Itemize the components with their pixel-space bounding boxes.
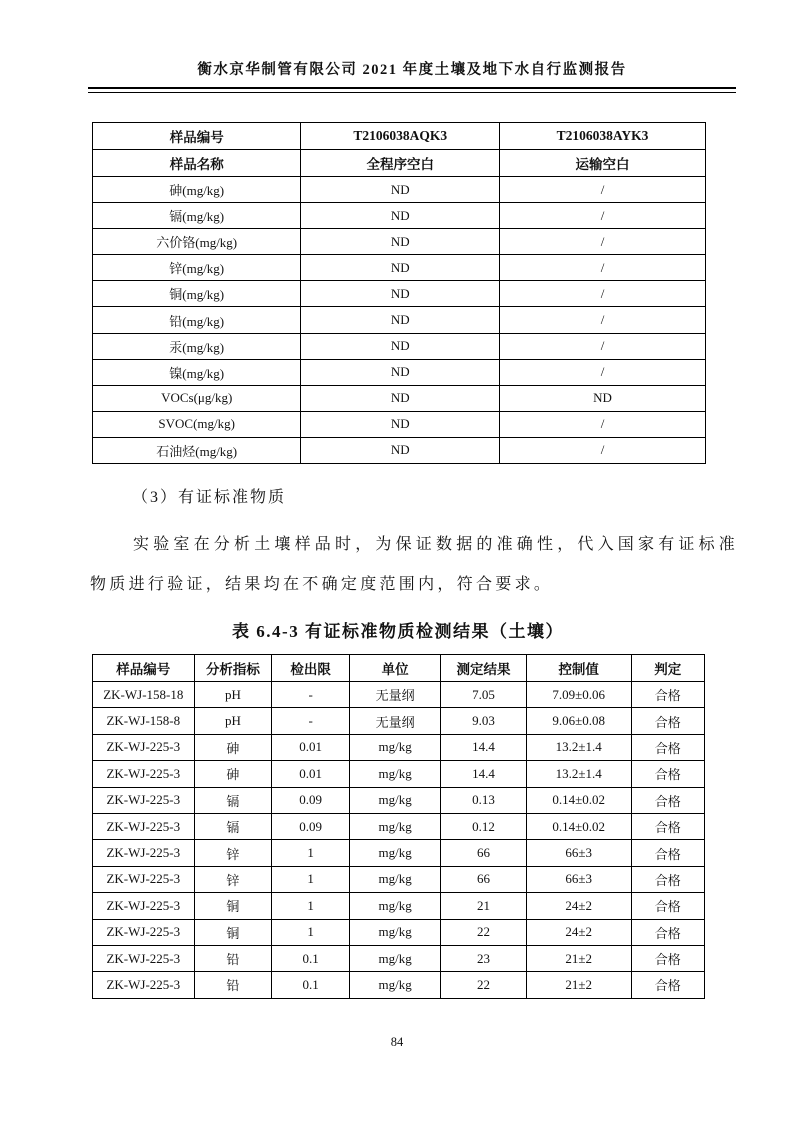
blank-sample-table-header bbox=[93, 123, 706, 177]
table-cell: 锌(mg/kg) bbox=[93, 255, 301, 281]
table-cell: ZK-WJ-225-3 bbox=[93, 919, 195, 945]
table-cell: ZK-WJ-225-3 bbox=[93, 761, 195, 787]
table-row bbox=[93, 307, 706, 333]
table-cell: 66±3 bbox=[526, 866, 631, 892]
table-cell: ZK-WJ-225-3 bbox=[93, 813, 195, 839]
table-row bbox=[93, 359, 706, 385]
table-row bbox=[93, 255, 706, 281]
table-cell: 铅(mg/kg) bbox=[93, 307, 301, 333]
table-cell: ZK-WJ-225-3 bbox=[93, 945, 195, 971]
table-row bbox=[93, 734, 705, 760]
table-cell: 1 bbox=[272, 919, 350, 945]
table-cell: 砷 bbox=[194, 734, 272, 760]
table-cell: mg/kg bbox=[350, 893, 441, 919]
table-cell: 0.13 bbox=[441, 787, 527, 813]
table-cell: 13.2±1.4 bbox=[526, 734, 631, 760]
table-cell: ZK-WJ-225-3 bbox=[93, 893, 195, 919]
table-cell: 分析指标 bbox=[194, 655, 272, 682]
table-cell: pH bbox=[194, 682, 272, 708]
table-cell: 合格 bbox=[631, 945, 704, 971]
table-cell: pH bbox=[194, 708, 272, 734]
table-cell: 镉 bbox=[194, 787, 272, 813]
table-cell: 汞(mg/kg) bbox=[93, 333, 301, 359]
table-cell: ND bbox=[301, 203, 500, 229]
table-cell: 测定结果 bbox=[441, 655, 527, 682]
header-double-rule bbox=[88, 87, 736, 93]
table-cell: ZK-WJ-225-3 bbox=[93, 787, 195, 813]
table-cell: ZK-WJ-158-8 bbox=[93, 708, 195, 734]
table-cell: 合格 bbox=[631, 840, 704, 866]
table-row bbox=[93, 655, 705, 682]
crm-table-body bbox=[93, 682, 705, 999]
table-cell: 镉 bbox=[194, 813, 272, 839]
table-cell: 0.14±0.02 bbox=[526, 787, 631, 813]
table-cell: / bbox=[500, 411, 706, 437]
table-cell: ND bbox=[301, 333, 500, 359]
table-cell: 铜 bbox=[194, 893, 272, 919]
table-cell: ND bbox=[301, 385, 500, 411]
table-cell: ND bbox=[301, 359, 500, 385]
table-row bbox=[93, 945, 705, 971]
table-cell: ND bbox=[301, 411, 500, 437]
table-cell: / bbox=[500, 359, 706, 385]
table-cell: 66±3 bbox=[526, 840, 631, 866]
table-cell: 锌 bbox=[194, 866, 272, 892]
table-row bbox=[93, 840, 705, 866]
table-cell: 24±2 bbox=[526, 893, 631, 919]
table-cell: 0.12 bbox=[441, 813, 527, 839]
table-cell: 镉(mg/kg) bbox=[93, 203, 301, 229]
table-row bbox=[93, 708, 705, 734]
table-cell: 控制值 bbox=[526, 655, 631, 682]
table-cell: 9.06±0.08 bbox=[526, 708, 631, 734]
table-row bbox=[93, 437, 706, 463]
table-cell: 14.4 bbox=[441, 761, 527, 787]
table-row bbox=[93, 333, 706, 359]
table-cell: / bbox=[500, 437, 706, 463]
table-cell: 22 bbox=[441, 972, 527, 998]
table-cell: 合格 bbox=[631, 734, 704, 760]
table-cell: 24±2 bbox=[526, 919, 631, 945]
table-row bbox=[93, 203, 706, 229]
table-row bbox=[93, 177, 706, 203]
crm-table-header bbox=[93, 655, 705, 682]
table-cell: mg/kg bbox=[350, 972, 441, 998]
table-cell: 0.1 bbox=[272, 945, 350, 971]
table-cell: mg/kg bbox=[350, 761, 441, 787]
table-cell: 21 bbox=[441, 893, 527, 919]
table-cell: - bbox=[272, 682, 350, 708]
table-cell: / bbox=[500, 229, 706, 255]
table-cell: mg/kg bbox=[350, 866, 441, 892]
table-cell: 样品编号 bbox=[93, 655, 195, 682]
table-cell: 镍(mg/kg) bbox=[93, 359, 301, 385]
table-cell: 检出限 bbox=[272, 655, 350, 682]
table-row bbox=[93, 787, 705, 813]
table-cell: 铅 bbox=[194, 972, 272, 998]
table-cell: 23 bbox=[441, 945, 527, 971]
table-cell: 合格 bbox=[631, 682, 704, 708]
table-row bbox=[93, 281, 706, 307]
table-cell: 铜 bbox=[194, 919, 272, 945]
table-row bbox=[93, 919, 705, 945]
table-cell: 合格 bbox=[631, 787, 704, 813]
table-row bbox=[93, 411, 706, 437]
crm-table-title: 表 6.4-3 有证标准物质检测结果（土壤） bbox=[232, 622, 564, 641]
table-cell: / bbox=[500, 203, 706, 229]
table-row bbox=[93, 682, 705, 708]
table-cell: / bbox=[500, 333, 706, 359]
table-cell: mg/kg bbox=[350, 945, 441, 971]
blank-sample-table bbox=[92, 122, 706, 464]
table-cell: 单位 bbox=[350, 655, 441, 682]
table-cell: ND bbox=[301, 281, 500, 307]
table-cell: T2106038AQK3 bbox=[301, 123, 500, 150]
table-row bbox=[93, 893, 705, 919]
table-row bbox=[93, 866, 705, 892]
table-cell: VOCs(μg/kg) bbox=[93, 385, 301, 411]
table-cell: 合格 bbox=[631, 866, 704, 892]
table-cell: 66 bbox=[441, 840, 527, 866]
table-cell: 1 bbox=[272, 866, 350, 892]
table-cell: 砷(mg/kg) bbox=[93, 177, 301, 203]
table-cell: 0.01 bbox=[272, 734, 350, 760]
table-row bbox=[93, 385, 706, 411]
table-cell: 六价铬(mg/kg) bbox=[93, 229, 301, 255]
table-cell: SVOC(mg/kg) bbox=[93, 411, 301, 437]
table-cell: mg/kg bbox=[350, 734, 441, 760]
table-cell: ND bbox=[500, 385, 706, 411]
table-cell: ND bbox=[301, 229, 500, 255]
table-cell: 合格 bbox=[631, 919, 704, 945]
table-row bbox=[93, 123, 706, 150]
table-cell: 铅 bbox=[194, 945, 272, 971]
table-cell: 7.05 bbox=[441, 682, 527, 708]
table-cell: 判定 bbox=[631, 655, 704, 682]
blank-sample-table-body bbox=[93, 177, 706, 464]
paragraph-line: 实验室在分析土壤样品时，为保证数据的准确性，代入国家有证标准 bbox=[133, 536, 740, 553]
table-cell: 合格 bbox=[631, 761, 704, 787]
table-cell: ZK-WJ-225-3 bbox=[93, 972, 195, 998]
table-cell: 合格 bbox=[631, 893, 704, 919]
table-cell: 运输空白 bbox=[500, 150, 706, 177]
table-cell: / bbox=[500, 307, 706, 333]
table-cell: ND bbox=[301, 307, 500, 333]
table-cell: 1 bbox=[272, 840, 350, 866]
crm-results-table bbox=[92, 654, 705, 999]
table-cell: 21±2 bbox=[526, 945, 631, 971]
table-cell: ZK-WJ-158-18 bbox=[93, 682, 195, 708]
table-cell: 0.1 bbox=[272, 972, 350, 998]
table-cell: 锌 bbox=[194, 840, 272, 866]
table-cell: ZK-WJ-225-3 bbox=[93, 840, 195, 866]
table-cell: 无量纲 bbox=[350, 682, 441, 708]
table-cell: ND bbox=[301, 437, 500, 463]
table-cell: ND bbox=[301, 255, 500, 281]
table-cell: / bbox=[500, 177, 706, 203]
table-cell: 样品名称 bbox=[93, 150, 301, 177]
table-cell: mg/kg bbox=[350, 813, 441, 839]
table-cell: / bbox=[500, 255, 706, 281]
table-row bbox=[93, 813, 705, 839]
table-cell: 14.4 bbox=[441, 734, 527, 760]
table-cell: 7.09±0.06 bbox=[526, 682, 631, 708]
table-cell: 0.14±0.02 bbox=[526, 813, 631, 839]
paragraph-line: 物质进行验证，结果均在不确定度范围内，符合要求。 bbox=[90, 576, 554, 593]
table-cell: 22 bbox=[441, 919, 527, 945]
table-cell: 合格 bbox=[631, 813, 704, 839]
table-cell: 0.09 bbox=[272, 787, 350, 813]
table-cell: 样品编号 bbox=[93, 123, 301, 150]
table-cell: ZK-WJ-225-3 bbox=[93, 734, 195, 760]
table-cell: 13.2±1.4 bbox=[526, 761, 631, 787]
table-cell: 无量纲 bbox=[350, 708, 441, 734]
table-cell: 0.09 bbox=[272, 813, 350, 839]
table-cell: 铜(mg/kg) bbox=[93, 281, 301, 307]
section-heading: （3）有证标准物质 bbox=[132, 489, 287, 506]
table-cell: ZK-WJ-225-3 bbox=[93, 866, 195, 892]
table-cell: 21±2 bbox=[526, 972, 631, 998]
table-cell: 9.03 bbox=[441, 708, 527, 734]
page-number: 84 bbox=[390, 1035, 404, 1049]
table-row bbox=[93, 761, 705, 787]
table-cell: mg/kg bbox=[350, 840, 441, 866]
table-row bbox=[93, 229, 706, 255]
table-cell: 1 bbox=[272, 893, 350, 919]
table-cell: 66 bbox=[441, 866, 527, 892]
table-cell: mg/kg bbox=[350, 787, 441, 813]
table-cell: 合格 bbox=[631, 972, 704, 998]
table-cell: 合格 bbox=[631, 708, 704, 734]
table-cell: 全程序空白 bbox=[301, 150, 500, 177]
table-cell: / bbox=[500, 281, 706, 307]
table-cell: ND bbox=[301, 177, 500, 203]
table-cell: - bbox=[272, 708, 350, 734]
table-cell: mg/kg bbox=[350, 919, 441, 945]
table-cell: 石油烃(mg/kg) bbox=[93, 437, 301, 463]
table-cell: T2106038AYK3 bbox=[500, 123, 706, 150]
table-row bbox=[93, 150, 706, 177]
table-row bbox=[93, 972, 705, 998]
document-header-title: 衡水京华制管有限公司 2021 年度土壤及地下水自行监测报告 bbox=[197, 62, 627, 78]
table-cell: 砷 bbox=[194, 761, 272, 787]
table-cell: 0.01 bbox=[272, 761, 350, 787]
